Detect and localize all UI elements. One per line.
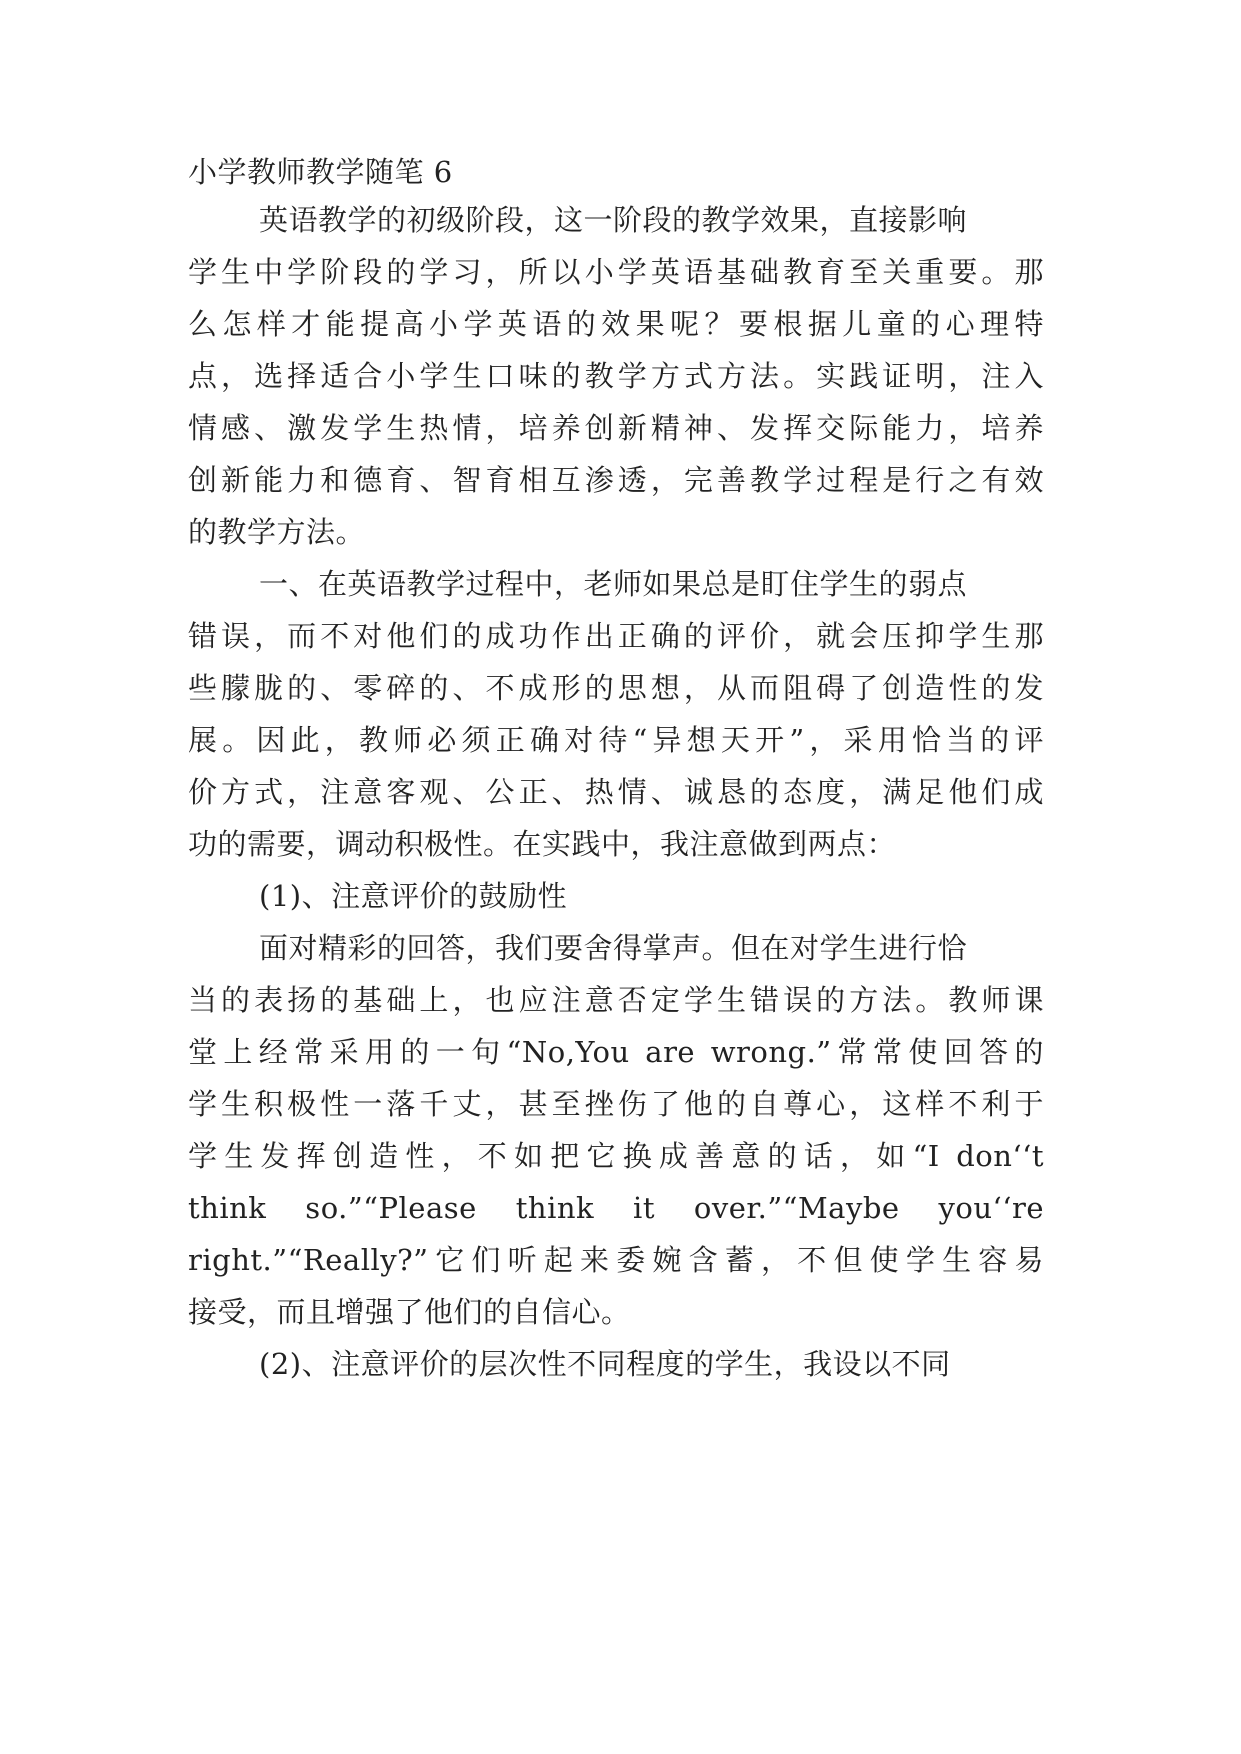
paragraph-line: 堂上经常采用的一句“No,You are wrong.”常常使回答的	[188, 1035, 1044, 1069]
paragraph-line: 英语教学的初级阶段，这一阶段的教学效果，直接影响	[259, 203, 968, 237]
paragraph-line: 学生积极性一落千丈，甚至挫伤了他的自尊心，这样不利于	[188, 1087, 1044, 1121]
paragraph-line: right.”“Really?”它们听起来委婉含蓄，不但使学生容易	[188, 1243, 1044, 1277]
paragraph-line: think so.”“Please think it over.”“Maybe you‘‘re	[188, 1191, 1044, 1225]
paragraph-line: 展。因此，教师必须正确对待“异想天开”，采用恰当的评	[188, 723, 1044, 757]
paragraph-line: 学生中学阶段的学习，所以小学英语基础教育至关重要。那	[188, 255, 1044, 289]
paragraph-line: 面对精彩的回答，我们要舍得掌声。但在对学生进行恰	[259, 931, 968, 965]
paragraph-line: 一、在英语教学过程中，老师如果总是盯住学生的弱点	[259, 567, 968, 601]
paragraph-line: 的教学方法。	[188, 515, 366, 549]
paragraph-line: 么怎样才能提高小学英语的效果呢？要根据儿童的心理特	[188, 307, 1044, 341]
paragraph-line: 学生发挥创造性，不如把它换成善意的话，如“I don‘‘t	[188, 1139, 1044, 1173]
paragraph-line: 点，选择适合小学生口味的教学方式方法。实践证明，注入	[188, 359, 1044, 393]
section-heading: (1)、注意评价的鼓励性	[259, 879, 568, 913]
paragraph-line: 些朦胧的、零碎的、不成形的思想，从而阻碍了创造性的发	[188, 671, 1044, 705]
paragraph-line: 接受，而且增强了他们的自信心。	[188, 1295, 631, 1329]
paragraph-line: 错误，而不对他们的成功作出正确的评价，就会压抑学生那	[188, 619, 1044, 653]
paragraph-line: 当的表扬的基础上，也应注意否定学生错误的方法。教师课	[188, 983, 1044, 1017]
paragraph-line: 创新能力和德育、智育相互渗透，完善教学过程是行之有效	[188, 463, 1044, 497]
section-heading: (2)、注意评价的层次性不同程度的学生，我设以不同	[259, 1347, 951, 1381]
document-title: 小学教师教学随笔 6	[188, 155, 453, 189]
paragraph-line: 功的需要，调动积极性。在实践中，我注意做到两点：	[188, 827, 897, 861]
paragraph-line: 情感、激发学生热情，培养创新精神、发挥交际能力，培养	[188, 411, 1044, 445]
paragraph-line: 价方式，注意客观、公正、热情、诚恳的态度，满足他们成	[188, 775, 1044, 809]
